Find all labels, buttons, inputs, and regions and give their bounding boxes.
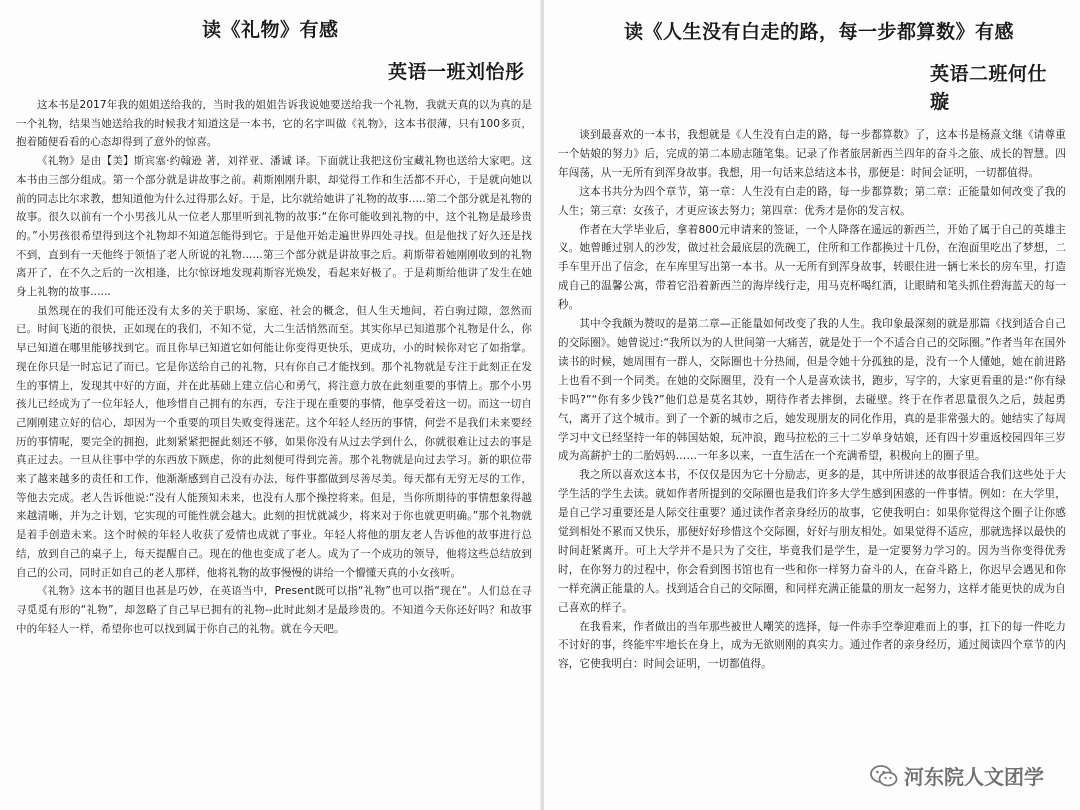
watermark-text: 河东院人文团学: [904, 765, 1044, 789]
right-essay-paragraph: 我之所以喜欢这本书，不仅仅是因为它十分励志，更多的是，其中所讲述的故事很适合我们这些处于大学生活的学生去读。就如作者所提到的交际圈也是我们许多大学生感到困惑的一件事情。例如：在大学里，是自己学习重要还是人际交往重要？通过读作者亲身经历的故事，它使我明白：如果你觉得这个圈子让你感觉到相处不累而又快乐，那便好好珍惜这个交际圈，好好与朋友相处。如果觉得不适应，那就选择以最快的时间赶紧离开。可上大学并不是只为了交往，毕竟我们是学生，是一定要努力学习的。因为当你变得优秀时，在你努力的过程中，你会看到图书馆也有一些和你一样努力奋斗的人，在奋斗路上，你迟早会遇见和你一样充满正能量的人。找到适合自己的交际圈，和同样充满正能量的朋友一起努力，这样才能更快的成为自己喜欢的样子。: [558, 469, 1066, 614]
right-essay-paragraph: 在我看来，作者做出的当年那些被世人嘲笑的选择，每一件赤手空拳迎难而上的事，扛下的每一件吃力不讨好的事，终能牢牢地长在身上，成为无欲则刚的真实力。通过作者的亲身经历，通过阅读四个章节的内容，它使我明白：时间会证明，一切都值得。: [558, 620, 1066, 671]
right-essay-paragraph: 作者在大学毕业后，拿着800元申请来的签证，一个人降落在遥远的新西兰，开始了属于自己的英雄主义。她曾睡过别人的沙发，做过社会最底层的洗碗工，住所和工作都换过十几份，在泡面里吃出了梦想，二手车里开出了信念，在车库里写出第一本书。从一无所有到浑身故事，转眼住进一辆七米长的房车里，打造成自己的温馨公寓，带着它沿着新西兰的海岸线行走，用马克杯喝红酒，让眼睛和笔头抓住碧海蓝天的每一秒。: [558, 223, 1066, 312]
right-essay-paragraph: 其中令我颇为赞叹的是第二章—正能量如何改变了我的人生。我印象最深刻的就是那篇《找到适合自己的交际圈》。她曾说过:“我所以为的人世间第一大痛苦，就是处于一个不适合自己的交际圈。”作者当年在国外读书的时候，她周围有一群人，交际圈也十分热闹，但是令她十分孤独的是，没有一个人懂她，她在前进路上也看不到一个同类。在她的交际圈里，没有一个人是喜欢读书，跑步，写字的，大家更看重的是:“你有绿卡吗?”“你有多少钱?”他们总是莫名其妙，期待作者去摔倒，去碰壁。终于在作者思量很久之后，鼓起勇气，离开了这个城市。到了一个新的城市之后，她发现朋友的同化作用，真的是非常强大的。她结实了每周学习中文已经坚持一年的韩国姑娘，玩冲浪，跑马拉松的三十二岁单身姑娘，还有四十岁重返校园四年三岁成为高薪护士的二胎妈妈……一年多以来，一直生活在一个充满希望，积极向上的圈子里。: [558, 318, 1066, 463]
right-essay-title: 读《人生没有白走的路，每一步都算数》有感: [624, 21, 1015, 43]
wechat-icon: [870, 764, 898, 788]
right-essay-paragraph: 这本书共分为四个章节，第一章：人生没有白走的路，每一步都算数；第二章：正能量如何改变了我的人生；第三章：女孩子，才更应该去努力；第四章：优秀才是你的发言权。: [558, 185, 1066, 217]
left-essay-paragraph: 《礼物》这本书的题目也甚是巧妙，在英语当中，Present既可以指“礼物”也可以指“现在”。人们总在寻寻觅觅有形的“礼物”，却忽略了自己早已拥有的礼物--此时此刻才是最珍贵的。不知道今天你还好吗？和故事中的年轻人一样，希望你也可以找到属于你自己的礼物。就在今天吧。: [16, 585, 532, 635]
left-essay-paragraph: 《礼物》是由【美】斯宾塞·约翰逊 著，刘祥亚、潘诚 译。下面就让我把这份宝藏礼物也送给大家吧。这本书由三部分组成。第一个部分就是讲故事之前。莉斯刚刚升职，却觉得工作和生活都不开心，于是就向她以前的同志比尔求教，想知道他为什么过得那么好。于是，比尔就给她讲了礼物的故事.....第二个部分就是礼物的故事。很久以前有一个小男孩儿从一位老人那里听到礼物的故事:“在你可能收到礼物的中，这个礼物是最珍贵的。”小男孩很希望得到这个礼物却不知道怎能得到它。于是他开始走遍世界四处寻找。但是他找了好久还是找不到，直到有一天他终于领悟了老人所说的礼物......第三个部分就是讲故事之后。莉斯带着她刚刚收到的礼物离开了，在不久之后的一次相逢，比尔惊讶地发现莉斯容光焕发，看起来好极了。于是莉斯给他讲了发生在她身上礼物的故事......: [16, 155, 532, 299]
left-essay-author: 英语一班刘怡彤: [388, 61, 525, 83]
left-essay-paragraph: 这本书是2017年我的姐姐送给我的，当时我的姐姐告诉我说她要送给我一个礼物，我就天真的以为真的是一个礼物，结果当她送给我的时候我才知道这是一本书，它的名字叫做《礼物》，这本书很薄，只有100多页，抱着随便看看的心态却得到了意外的惊喜。: [16, 99, 532, 149]
right-essay-author: 英语二班何仕璇: [930, 63, 1048, 113]
left-essay-title: 读《礼物》有感: [202, 19, 339, 41]
left-essay-paragraph: 虽然现在的我们可能还没有太多的关于职场、家庭、社会的概念，但人生天地间，若白驹过隙，忽然而已。时间飞逝的很快，正如现在的我们，不知不觉，大二生活悄然而至。其实你早已知道那个礼物是什么，你早已知道在哪里能够找到它。而且你早已知道它如何能让你变得更快乐，更成功，小的时候你对它了如指掌。现在你只是一时忘记了而已。它是你送给自己的礼物，只有你自己才能找到。那个礼物就是专注于此刻正在发生的事情上，发现其中好的方面，并在此基础上建立信心和勇气，将注意力放在此刻重要的事情上。那个小男孩儿已经成为了一位年轻人，他珍惜自己拥有的东西，专注于现在重要的事情，他享受着这一切。而这一切自己刚刚建立好的信心，却因为一个重要的项目失败变得迷茫。这个年轻人经历的事情，何尝不是我们未来要经历的事情呢，要完全的拥抱，此刻紧紧把握此刻还不够，如果你没有从过去学到什么，你就很难让过去的事是真正过去。一旦从往事中学的东西放下顾虑，你的此刻便可得到完善。那个礼物就是向过去学习。新的职位带来了越来越多的责任和工作，他渐渐感到自己没有办法，每件事都做到尽善尽美。每天都有无穷无尽的工作，等他去完成。老人告诉他说:“没有人能预知未来，也没有人那个操控将来。但是，当你所期待的事情想象得越来越清晰，并为之计划，它实现的可能性就会越大。此刻的担忧就减少，将来对于你也就更明确。”那个礼物就是着手创造未来。这个时候的年轻人收获了爱情也成就了事业。年轻人将他的朋友老人告诉他的故事进行总结，放到自己的桌子上，每天提醒自己。现在的他也变成了老人。成为了一个成功的领导，他将这些总结放到自己的公司，同时正如自己的老人那样，他将礼物的故事慢慢的讲给一个懵懂天真的小女孩听。: [16, 304, 532, 579]
right-essay-page: [544, 0, 1080, 810]
right-essay-paragraph: 谈到最喜欢的一本书，我想就是《人生没有白走的路，每一步都算数》了，这本书是杨熹文继《请尊重一个姑娘的努力》后，完成的第二本励志随笔集。记录了作者旅居新西兰四年的奋斗之旅、成长的智慧。四年闯荡，从一无所有到浑身故事。我想，用一句话来总结这本书，那便是：时间会证明，一切都值得。: [558, 129, 1066, 179]
account-watermark: [870, 761, 1044, 790]
